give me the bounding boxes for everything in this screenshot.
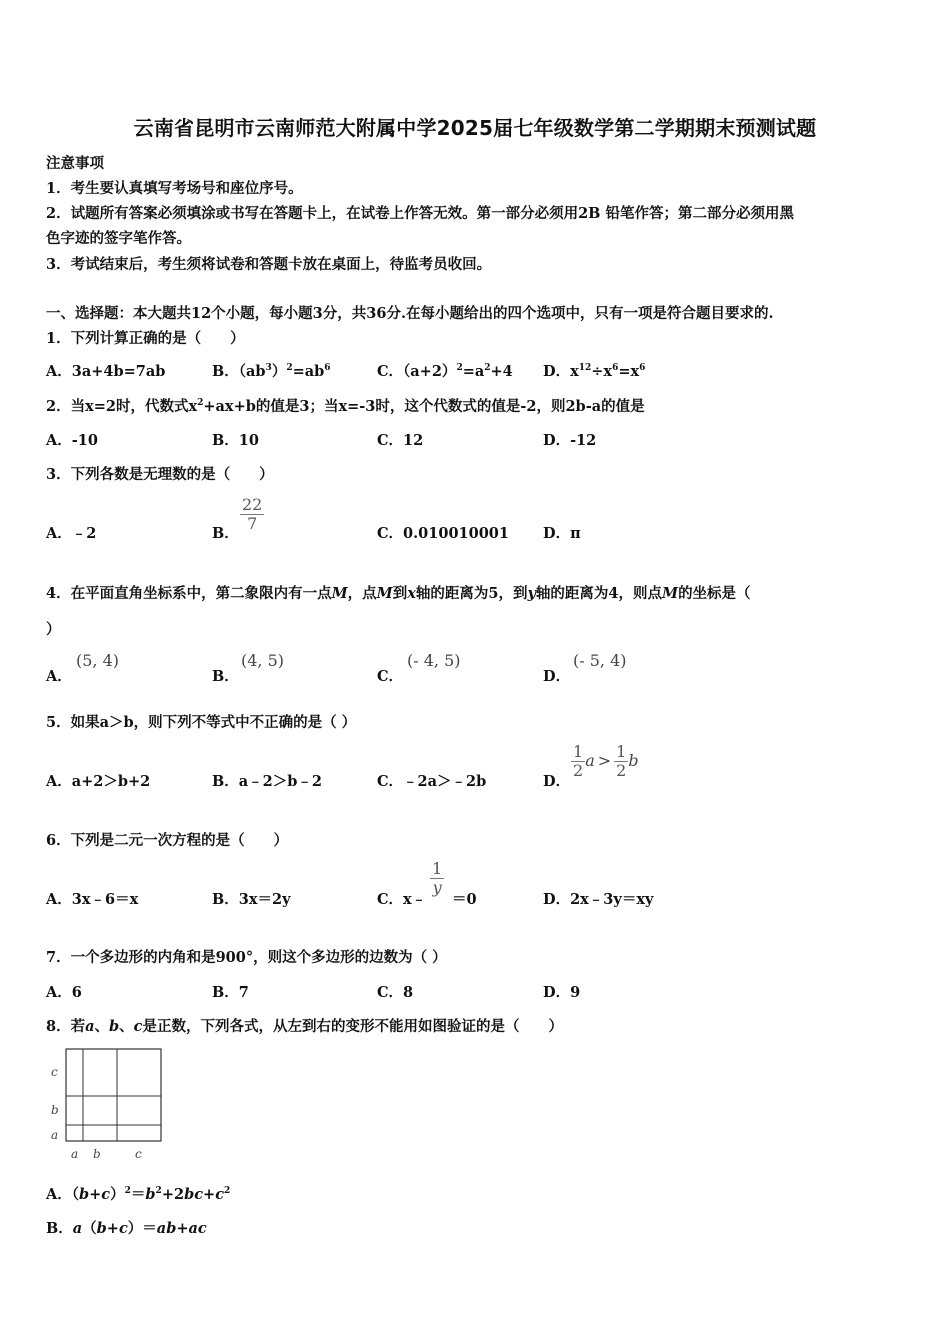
question-3-stem: 3．下列各数是无理数的是（ ）	[46, 466, 274, 483]
question-3-option-b: B．	[212, 525, 239, 542]
notice-item-1: 1．考生要认真填写考场号和座位序号。	[46, 180, 303, 197]
question-8-stem: 8．若a、b、c是正数，下列各式，从左到右的变形不能用如图验证的是（ ）	[46, 1018, 563, 1035]
question-1-option-d: D．$x^{12}\div x^6=x^6$	[543, 363, 646, 380]
figure-outer-square	[66, 1049, 161, 1141]
question-4-option-b: B．	[212, 668, 239, 685]
question-5-stem: 5．如果a＞b，则下列不等式中不正确的是（ ）	[46, 714, 357, 731]
question-4-option-a: A．	[46, 668, 72, 685]
notice-item-3: 3．考试结束后，考生须将试卷和答题卡放在桌面上，待监考员收回。	[46, 256, 492, 273]
question-6-option-b: B．3x＝2y	[212, 891, 291, 908]
question-2-option-d: D．-12	[543, 432, 597, 449]
question-6-option-c-fraction: $\frac{1}{y}$	[432, 859, 443, 897]
question-3-option-c: C．0.010010001	[377, 525, 509, 542]
question-6-option-c-rhs: ＝0	[452, 891, 477, 908]
question-8-option-a: A．$(b+c)^2=b^2+2bc+c^2$	[46, 1186, 231, 1203]
question-8-option-b: B．a（b+c）＝ab+ac	[46, 1220, 207, 1237]
question-5-option-b: B．a﹣2＞b﹣2	[212, 773, 322, 790]
question-2-stem: 2．当x=2时，代数式$x^2+ax+b$的值是3；当x=-3时，这个代数式的值是-2，则2b-a的值是	[46, 398, 645, 415]
figure-label-bottom-c: c	[135, 1147, 142, 1161]
question-1-option-c: C．$(a+2)^2=a^2+4$	[377, 363, 513, 380]
section-heading: 一、选择题：本大题共12个小题，每小题3分，共36分.在每小题给出的四个选项中，只有一项是符合题目要求的.	[46, 305, 774, 322]
question-3-option-a: A．﹣2	[46, 525, 97, 542]
question-6-option-a: A．3x﹣6＝x	[46, 891, 139, 908]
figure-label-left-b: b	[51, 1103, 59, 1117]
question-4-option-d: D．	[543, 668, 571, 685]
question-7-option-d: D．9	[543, 984, 581, 1001]
question-5-option-a: A．a+2＞b+2	[46, 773, 151, 790]
figure-label-left-c: c	[51, 1065, 58, 1079]
figure-label-left-a: a	[51, 1128, 59, 1142]
figure-label-bottom-b: b	[93, 1147, 101, 1161]
question-5-option-c: C．﹣2a＞﹣2b	[377, 773, 487, 790]
question-4-stem-line-1: 4．在平面直角坐标系中，第二象限内有一点M，点M到x轴的距离为5，到y轴的距离为4，则点M的坐标是（	[46, 585, 751, 602]
figure-label-bottom-a: a	[71, 1147, 79, 1161]
question-2-option-c: C．12	[377, 432, 424, 449]
page-title: 云南省昆明市云南师范大附属中学2025届七年级数学第二学期期末预测试题	[133, 116, 817, 140]
question-7-option-b: B．7	[212, 984, 249, 1001]
question-3-option-d: D．π	[543, 525, 581, 542]
question-5-option-d: D．	[543, 773, 571, 790]
question-4-stem-line-2: ）	[46, 621, 61, 638]
question-5-option-d-expression: $\frac{1}{2}$ a > $\frac{1}{2}$ b	[573, 742, 639, 780]
question-8-area-figure	[44, 1044, 169, 1164]
question-7-option-c: C．8	[377, 984, 414, 1001]
question-4-option-c: C．	[377, 668, 404, 685]
notice-item-2-line-1: 2．试题所有答案必须填涂或书写在答题卡上，在试卷上作答无效。第一部分必须用2B 铅笔作答；第二部分必须用黑	[46, 205, 794, 222]
question-4-option-c-value: (- 4, 5)	[407, 651, 461, 670]
question-6-option-c: C．x﹣	[377, 891, 427, 908]
question-1-stem: 1．下列计算正确的是（ ）	[46, 330, 245, 347]
question-7-stem: 7．一个多边形的内角和是900°，则这个多边形的边数为（ ）	[46, 949, 447, 966]
question-4-option-b-value: (4, 5)	[241, 651, 285, 670]
question-2-option-b: B．10	[212, 432, 259, 449]
notice-item-2-line-2: 色字迹的签字笔作答。	[46, 230, 191, 247]
question-4-option-a-value: (5, 4)	[76, 651, 120, 670]
question-1-option-b: B．$(ab^3)^2=ab^6$	[212, 363, 331, 380]
question-4-option-d-value: (- 5, 4)	[573, 651, 627, 670]
question-6-option-d: D．2x﹣3y＝xy	[543, 891, 654, 908]
question-1-option-a: A．3a+4b=7ab	[46, 363, 166, 380]
question-3-option-b-fraction: $\frac{22}{7}$	[242, 495, 263, 533]
question-6-stem: 6．下列是二元一次方程的是（ ）	[46, 832, 289, 849]
question-7-option-a: A．6	[46, 984, 82, 1001]
notice-heading: 注意事项	[46, 155, 104, 172]
question-2-option-a: A．-10	[46, 432, 98, 449]
